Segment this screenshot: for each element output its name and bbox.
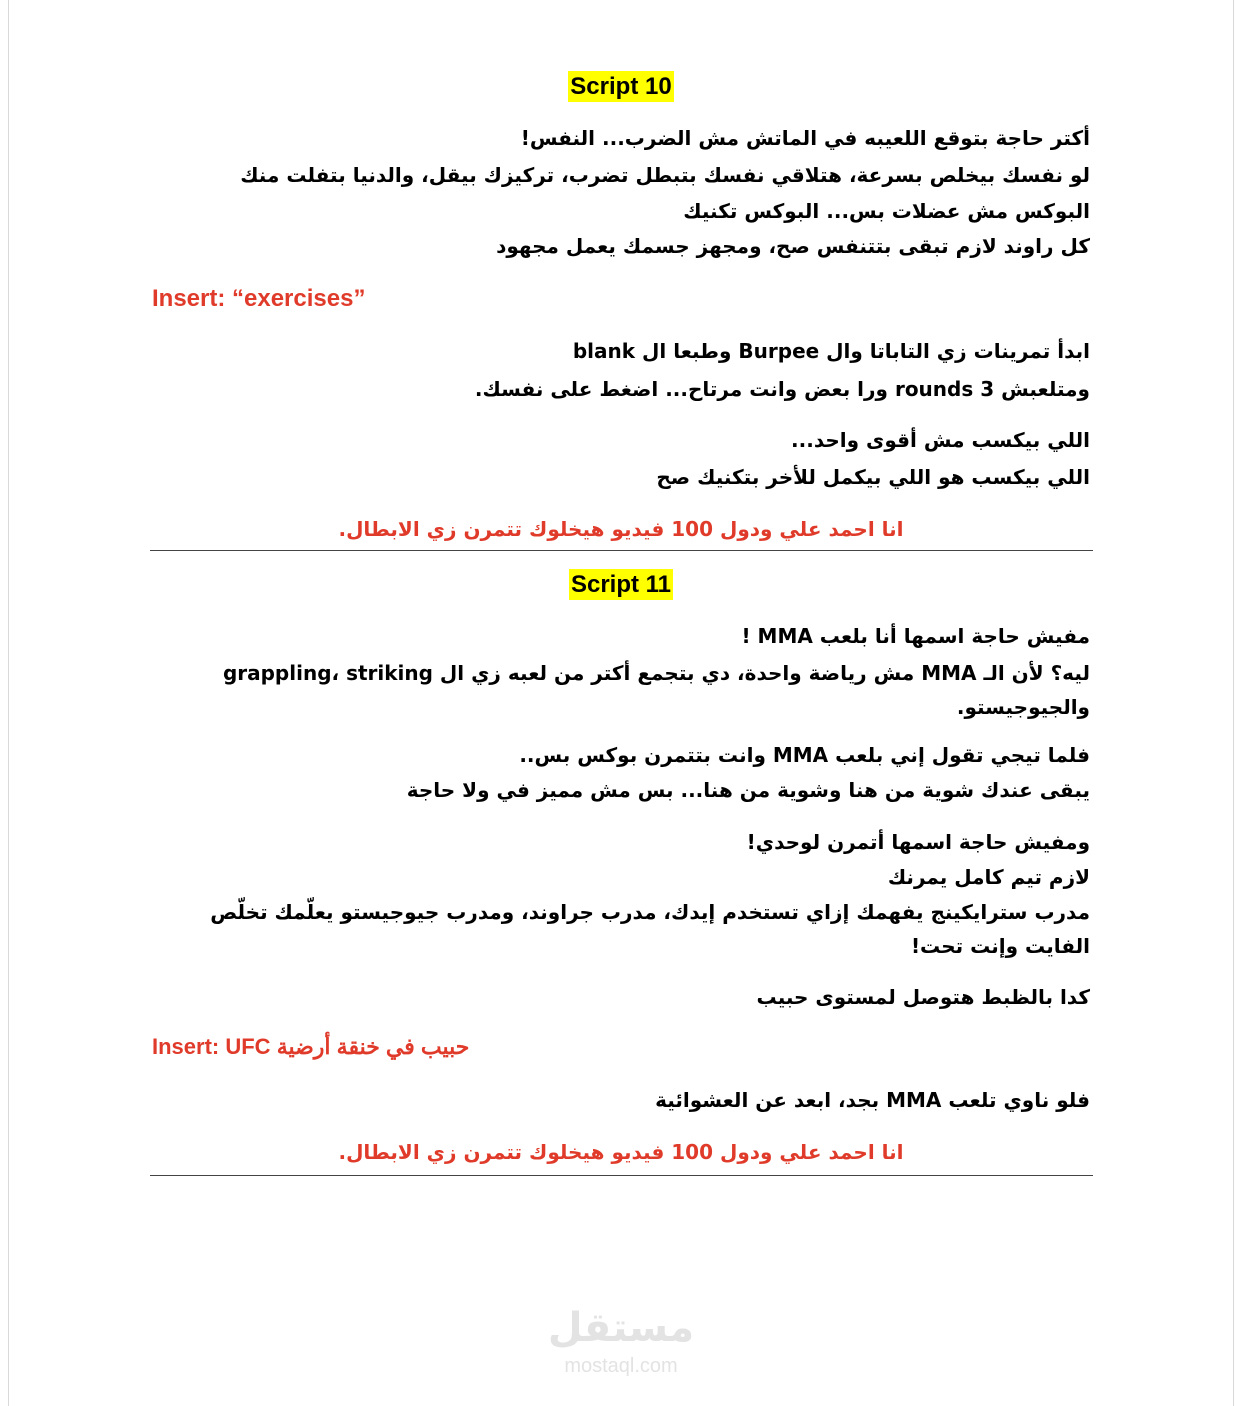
script-10-insert: Insert: “exercises” [152, 285, 366, 312]
script-11-title: Script 11 [570, 571, 672, 598]
script-11-line: لازم تيم كامل يمرنك [887, 865, 1090, 889]
script-11-line: مفيش حاجة اسمها أنا بلعب MMA ! [741, 624, 1090, 648]
section-divider [150, 550, 1093, 551]
watermark-logo-latin: mostaql.com [564, 1355, 678, 1377]
script-10-line: لو نفسك بيخلص بسرعة، هتلاقي نفسك بتبطل تضرب، تركيزك بيقل، والدنيا بتفلت منك [240, 163, 1090, 187]
script-11-insert: Insert: UFC حبيب في خنقة أرضية [152, 1034, 470, 1059]
script-11-paragraph: ليه؟ لأن الـ MMA مش رياضة واحدة، دي بتجمع أكتر من لعبه زي ال grappling، striking والجيوجيستو. [222, 661, 1090, 719]
script-10-closing-line: اللي بيكسب هو اللي بيكمل للأخر بتكنيك صح [656, 465, 1090, 489]
page-edge-right [1233, 0, 1234, 1406]
script-10-line: أكتر حاجة بتوقع اللعيبه في الماتش مش الضرب... النفس! [520, 126, 1090, 150]
script-10-signature: انا احمد علي ودول 100 فيديو هيخلوك تتمرن زي الابطال. [338, 517, 904, 541]
script-11-line: فلو ناوي تلعب MMA بجد، ابعد عن العشوائية [655, 1088, 1090, 1112]
script-11-line: ومفيش حاجة اسمها أتمرن لوحدي! [746, 830, 1090, 854]
section-divider [150, 1175, 1093, 1176]
script-11-signature: انا احمد علي ودول 100 فيديو هيخلوك تتمرن زي الابطال. [338, 1140, 904, 1164]
script-10-exercise-line: ابدأ تمرينات زي التاباتا وال Burpee وطبعا ال blank [572, 339, 1090, 363]
script-10-line: البوكس مش عضلات بس... البوكس تكنيك [683, 199, 1090, 223]
script-10-exercise-line: ومتلعبش 3 rounds ورا بعض وانت مرتاح... اضغط على نفسك. [474, 377, 1090, 401]
script-11-line: فلما تيجي تقول إني بلعب MMA وانت بتتمرن بوكس بس.. [519, 743, 1090, 767]
script-11-line: كدا بالظبط هتوصل لمستوى حبيب [756, 985, 1090, 1009]
page-edge-left [8, 0, 9, 1406]
script-11-line: يبقى عندك شوية من هنا وشوية من هنا... بس مش مميز في ولا حاجة [406, 778, 1090, 802]
script-10-line: كل راوند لازم تبقى بتتنفس صح، ومجهز جسمك يعمل مجهود [496, 234, 1090, 258]
script-10-closing-line: اللي بيكسب مش أقوى واحد... [791, 428, 1090, 452]
script-11-paragraph: مدرب سترايكينج يفهمك إزاي تستخدم إيدك، مدرب جراوند، ومدرب جيوجيستو يعلّمك تخلّص الفايت وإنت تحت! [210, 900, 1090, 958]
watermark-logo-arabic: مستقل [547, 1305, 695, 1351]
script-10-title: Script 10 [570, 73, 672, 100]
